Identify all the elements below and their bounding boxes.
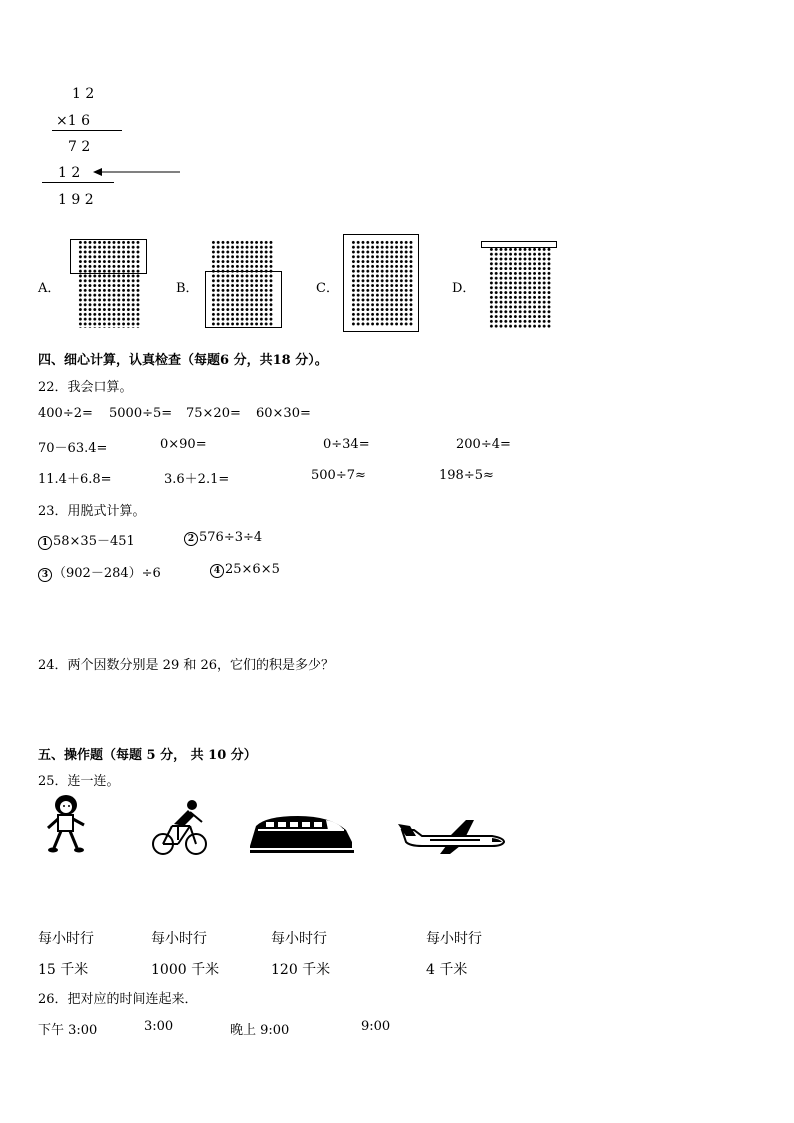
time-3: 晚上 9:00 bbox=[230, 1023, 290, 1038]
expr-2 bbox=[184, 530, 262, 546]
train-icon bbox=[248, 810, 356, 856]
time-2: 3:00 bbox=[144, 1019, 174, 1034]
mult-row-3: 7 2 bbox=[68, 139, 91, 155]
speed-1-label: 每小时行 bbox=[38, 931, 94, 947]
calc-2-2: 0×90= bbox=[160, 437, 207, 452]
expr-3-text: （902－284）÷6 bbox=[53, 566, 161, 581]
calc-1-4: 60×30= bbox=[256, 406, 311, 421]
circled-number-4: 4 bbox=[210, 564, 224, 578]
calc-2-4: 200÷4= bbox=[456, 437, 511, 452]
speed-1-value: 15 千米 bbox=[38, 962, 89, 978]
section-4-title: 四、细心计算，认真检查（每题6 分，共18 分）。 bbox=[38, 353, 328, 368]
option-b-highlight-box bbox=[205, 271, 282, 328]
expr-3 bbox=[38, 562, 161, 582]
circled-number-3: 3 bbox=[38, 568, 52, 582]
expr-1 bbox=[38, 530, 135, 550]
expr-2-text: 576÷3÷4 bbox=[199, 530, 263, 545]
speed-2-label: 每小时行 bbox=[151, 931, 207, 947]
calc-3-4: 198÷5≈ bbox=[439, 468, 494, 483]
speed-2-value: 1000 千米 bbox=[151, 962, 220, 978]
question-23: 23．用脱式计算。 bbox=[38, 504, 146, 519]
mult-row-1: 1 2 bbox=[72, 86, 95, 102]
mult-row-5: 1 9 2 bbox=[58, 192, 94, 208]
calc-1-2: 5000÷5= bbox=[109, 406, 173, 421]
speed-3-label: 每小时行 bbox=[271, 931, 327, 947]
option-b-label: B． bbox=[176, 281, 199, 296]
time-4: 9:00 bbox=[361, 1019, 391, 1034]
calc-1-1: 400÷2= bbox=[38, 406, 93, 421]
cyclist-icon bbox=[150, 796, 210, 858]
option-d-label: D． bbox=[452, 281, 476, 296]
speed-4-label: 每小时行 bbox=[426, 931, 482, 947]
section-5-title: 五、操作题（每题 5 分， 共 10 分） bbox=[38, 748, 257, 763]
option-d-dot-grid bbox=[489, 247, 551, 329]
time-1: 下午 3:00 bbox=[38, 1023, 98, 1038]
calc-3-2: 3.6＋2.1= bbox=[164, 472, 230, 487]
arrow-left-icon bbox=[92, 166, 184, 178]
calc-3-3: 500÷7≈ bbox=[311, 468, 366, 483]
calc-2-3: 0÷34= bbox=[323, 437, 370, 452]
question-24: 24．两个因数分别是 29 和 26，它们的积是多少？ bbox=[38, 658, 335, 673]
calc-2-1: 70－63.4= bbox=[38, 441, 108, 456]
speed-4-value: 4 千米 bbox=[426, 962, 468, 978]
mult-row-4: 1 2 bbox=[58, 165, 81, 181]
mult-row-2: ×1 6 bbox=[56, 113, 90, 129]
circled-number-1: 1 bbox=[38, 536, 52, 550]
option-c-highlight-box bbox=[343, 234, 419, 332]
option-d-highlight-box bbox=[481, 241, 557, 248]
option-a-highlight-box bbox=[70, 239, 147, 274]
circled-number-2: 2 bbox=[184, 532, 198, 546]
calc-1-3: 75×20= bbox=[186, 406, 241, 421]
speed-3-value: 120 千米 bbox=[271, 962, 331, 978]
expr-4-text: 25×6×5 bbox=[225, 562, 280, 577]
question-25: 25．连一连。 bbox=[38, 774, 120, 789]
expr-4 bbox=[210, 562, 280, 578]
calc-3-1: 11.4＋6.8= bbox=[38, 472, 112, 487]
mult-line-1 bbox=[52, 130, 122, 131]
option-a-label: A． bbox=[38, 281, 61, 296]
mult-line-2 bbox=[42, 182, 114, 183]
walking-child-icon bbox=[44, 792, 90, 854]
question-26: 26．把对应的时间连起来． bbox=[38, 992, 198, 1007]
airplane-icon bbox=[396, 816, 508, 856]
option-c-label: C． bbox=[316, 281, 339, 296]
question-22: 22．我会口算。 bbox=[38, 380, 133, 395]
expr-1-text: 58×35－451 bbox=[53, 534, 135, 549]
